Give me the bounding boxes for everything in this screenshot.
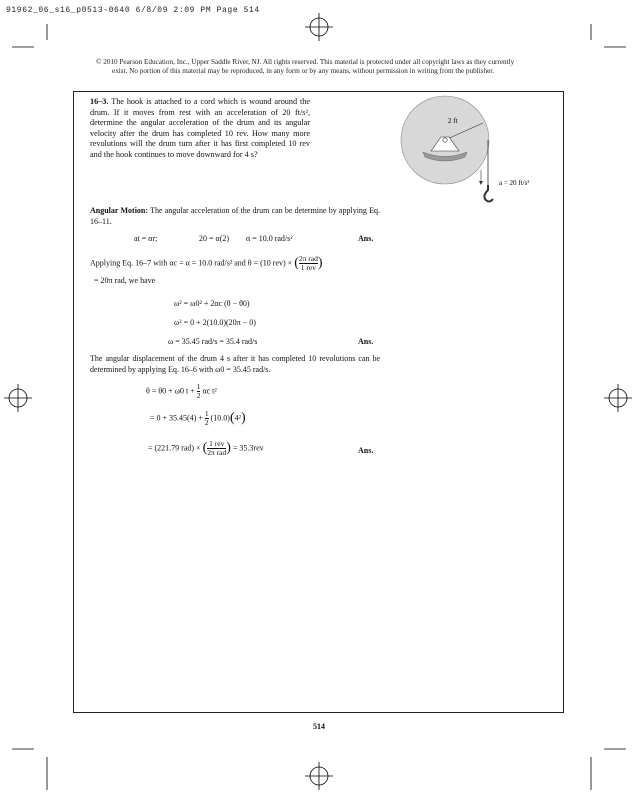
- answer-label-3: Ans.: [358, 446, 374, 455]
- eq-omega-sq-sub: ω² = 0 + 2(10.0)(20π − 0): [174, 318, 256, 327]
- eq-theta-sub-lhs: = 0 + 35.45(4) +: [150, 413, 203, 423]
- drum-hook-figure: [395, 95, 555, 215]
- applying-prefix: Applying Eq. 16–7 with αc = α = 10.0 rad/s² and θ = (10 rev) ×: [90, 258, 293, 268]
- frac-num: 1: [204, 409, 209, 418]
- eq-alpha-result: α = 10.0 rad/s²: [246, 234, 293, 243]
- frac-den: 2: [196, 391, 201, 400]
- answer-label-1: Ans.: [358, 234, 374, 243]
- eq-theta-sub-time: 4²: [234, 413, 242, 423]
- hook-icon: [484, 185, 493, 202]
- frac-den: 2: [204, 418, 209, 427]
- angular-motion-heading: Angular Motion:: [90, 206, 149, 215]
- fraction-half-2: [205, 410, 209, 427]
- problem-statement: [90, 97, 310, 161]
- eq-theta-rhs: αc t²: [202, 386, 217, 396]
- eq-at: at = αr;: [134, 234, 158, 243]
- print-header: 91962_06_s16_p0513-0640 6/8/09 2:09 PM Page 514: [6, 6, 260, 15]
- radius-label: 2 ft: [448, 117, 458, 125]
- answer-label-2: Ans.: [358, 337, 374, 346]
- fraction-2pi-rad: [299, 255, 318, 272]
- frac-den: 1 rev: [300, 263, 316, 272]
- applying-line-2: = 20π rad, we have: [94, 276, 156, 285]
- eq-theta-sub-mid: (10.0): [210, 413, 230, 423]
- eq-20-alpha: 20 = α(2): [199, 234, 230, 243]
- frac-den: 2π rad: [207, 448, 227, 457]
- frac-num: 1: [196, 382, 201, 391]
- copyright-line-2: exist. No portion of this material may be reproduced, in any form or by any means, without permission in writing from the publisher.: [112, 67, 495, 76]
- fraction-half: [197, 383, 201, 400]
- copyright-notice: [96, 58, 548, 77]
- eq-theta-lhs: θ = θ0 + ω0 t +: [146, 386, 195, 396]
- eq-omega-sq: ω² = ω0² + 2αc (θ − θ0): [174, 299, 250, 308]
- problem-text: The hook is attached to a cord which is wound around the drum. If it moves from rest with an acceleration of 20 ft/s², determine the angular acceleration of the drum and its angular velocity after the drum has completed 10 rev. How many more revolutions will the drum turn after it has first completed 10 rev and the hook continues to move downward for 4 s?: [90, 97, 310, 159]
- frac-num: 2π rad: [298, 254, 318, 263]
- angular-motion-para: [90, 206, 380, 227]
- fraction-rev: [207, 440, 226, 457]
- eq-omega-result: ω = 35.45 rad/s = 35.4 rad/s: [168, 337, 258, 346]
- drum-axle: [443, 138, 447, 142]
- eq-theta: [146, 383, 217, 400]
- eq-rev-lhs: = (221.79 rad) ×: [148, 443, 201, 453]
- displacement-para: The angular displacement of the drum 4 s after it has completed 10 revolutions can be determined by applying Eq. 16–6 with ω0 = 35.45 rad/s.: [90, 354, 380, 374]
- frac-num: 1 rev: [209, 439, 225, 448]
- applying-line: Applying Eq. 16–7 with αc = α = 10.0 rad/s² and θ = (10 rev) × ( $\frac{\text{2π rad}}{\text{1 rev}}$ ): [90, 254, 323, 272]
- copyright-line-1: © 2010 Pearson Education, Inc., Upper Saddle River, NJ. All rights reserved. This material is protected under all copyright laws as they currently: [96, 58, 515, 66]
- eq-theta-sub: = 0 + 35.45(4) + $\frac{1}{2}$ (10.0)(4²): [150, 409, 246, 427]
- eq-rev-convert: = (221.79 rad) × ( $\frac{\text{1 rev}}{\text{2π rad}}$ ) = 35.3rev: [148, 439, 264, 457]
- problem-number: 16–3.: [90, 97, 109, 106]
- arrow-head-icon: [479, 181, 483, 185]
- accel-label: a = 20 ft/s²: [499, 179, 530, 187]
- eq-rev-result: = 35.3rev: [232, 443, 264, 453]
- angular-motion-text: The angular acceleration of the drum can be determine by applying Eq. 16–11.: [90, 206, 381, 226]
- page-number: 514: [313, 722, 325, 731]
